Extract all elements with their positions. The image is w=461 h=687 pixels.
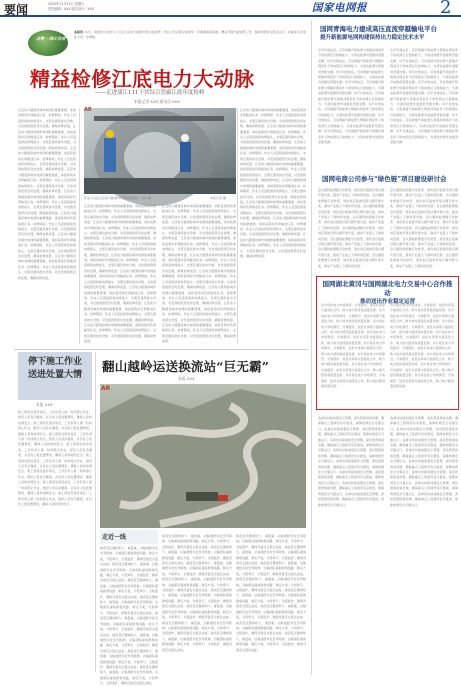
main-photo-caption: 作业人员在江底电力隧道内开展设备巡检。XXX 摄 bbox=[84, 196, 152, 200]
road-body-col2: 换流变压器体积大、重量重，运输途经多处急弯陡坡。运输团队提前勘察线路、制定方案，分段牵引、全程监护，确保设备安全抵达站址。换流变压器体积大、重量重，运输途经多处急弯陡坡。运输团队提前勘察线路、制定方案，分段牵引、全程监护，确保设备安全抵达站址。换流变压器体积大、重量重，运输途经多处急弯陡坡。运输团队提前勘察线路、制定方案，分段牵引、全程监护，确保设备安全抵达站址。换流变压器体积大、重量重，运输途经多处急弯陡坡。运输团队提前勘察线路、制定方案，分段牵引、全程监护，确保设备安全抵达站址。换流变压器体积大、重量重，运输途经多处急弯陡坡。运输团队提前勘察线路、制定方案，分段牵引、全程监护，确保设备安全抵达站址。换流变压器体积大、重量重，运输途经多处急弯陡坡。运输团队提前勘察线路、制定方案，分段牵引、全程监护，确保设备安全抵达站址。换流变压器体积大、重量重，运输途经多处急弯陡坡。运输团队提前勘察线路、制定方案，分段牵引、全程监护，确保设备安全抵达站址。换流变压器体积大、重量重，运输途经多处急弯陡坡。运输团队提前勘察线路、制定方案，分段牵引、全程监护，确保设备安全抵达站址。 bbox=[162, 534, 232, 652]
newspaper-brand: 国家电网报 bbox=[312, 2, 367, 14]
column-rule bbox=[237, 108, 238, 344]
lead-note bbox=[74, 30, 306, 54]
lead-badge-logo bbox=[28, 30, 68, 56]
main-byline: 本报记者 XXX 通讯员 XXX bbox=[134, 99, 180, 104]
shift-headline-line2: 送进处置大情 bbox=[27, 370, 82, 380]
right-story3-body-col1: 双方将在电力市场建设、交易组织、信息共享等方面深化合作，助力地方经济高质量发展。双方将在电力市场建设、交易组织、信息共享等方面深化合作，助力地方经济高质量发展。双方将在电力市场建设、交易组织、信息共享等方面深化合作，助力地方经济高质量发展。双方将在电力市场建设、交易组织、信息共享等方面深化合作，助力地方经济高质量发展。双方将在电力市场建设、交易组织、信息共享等方面深化合作，助力地方经济高质量发展。双方将在电力市场建设、交易组织、信息共享等方面深化合作，助力地方经济高质量发展。双方将在电力市场建设、交易组织、信息共享等方面深化合作，助力地方经济高质量发展。双方将在电力市场建设、交易组织、信息共享等方面深化合作，助力地方经济高质量发展。 bbox=[321, 303, 385, 389]
lead-text: 11月，国网四川省电力公司对江底电力隧道开展全面检修，作业人员克服空间狭窄、环境潮湿等困难，精益开展设备检修工作，保障电网安全稳定运行，迎峰度冬供电能力进一步增强。 bbox=[74, 30, 306, 40]
road-body-col3: 换流变压器体积大、重量重，运输途经多处急弯陡坡。运输团队提前勘察线路、制定方案，分段牵引、全程监护，确保设备安全抵达站址。换流变压器体积大、重量重，运输途经多处急弯陡坡。运输团队提前勘察线路、制定方案，分段牵引、全程监护，确保设备安全抵达站址。换流变压器体积大、重量重，运输途经多处急弯陡坡。运输团队提前勘察线路、制定方案，分段牵引、全程监护，确保设备安全抵达站址。换流变压器体积大、重量重，运输途经多处急弯陡坡。运输团队提前勘察线路、制定方案，分段牵引、全程监护，确保设备安全抵达站址。换流变压器体积大、重量重，运输途经多处急弯陡坡。运输团队提前勘察线路、制定方案，分段牵引、全程监护，确保设备安全抵达站址。换流变压器体积大、重量重，运输途经多处急弯陡坡。运输团队提前勘察线路、制定方案，分段牵引、全程监护，确保设备安全抵达站址。换流变压器体积大、重量重，运输途经多处急弯陡坡。运输团队提前勘察线路、制定方案，分段牵引、全程监护，确保设备安全抵达站址。换流变压器体积大、重量重，运输途经多处急弯陡坡。运输团队提前勘察线路、制定方案，分段牵引、全程监护，确保设备安全抵达站址。 bbox=[236, 534, 306, 652]
section-title: 要闻 bbox=[4, 3, 29, 17]
column-rule bbox=[79, 108, 80, 344]
road-byline: 本报 XXX bbox=[178, 376, 195, 381]
main-photo bbox=[84, 108, 236, 194]
corner-title: 走近一线 bbox=[102, 534, 127, 541]
page-number: 2 bbox=[440, 0, 452, 18]
right-story4-body-col1: 各单位持续加强安全管理，深化隐患排查治理，确保重点工程建设有序推进，保障电网安全可靠运行。各单位持续加强安全管理，深化隐患排查治理，确保重点工程建设有序推进，保障电网安全可靠运行。各单位持续加强安全管理，深化隐患排查治理，确保重点工程建设有序推进，保障电网安全可靠运行。各单位持续加强安全管理，深化隐患排查治理，确保重点工程建设有序推进，保障电网安全可靠运行。各单位持续加强安全管理，深化隐患排查治理，确保重点工程建设有序推进，保障电网安全可靠运行。各单位持续加强安全管理，深化隐患排查治理，确保重点工程建设有序推进，保障电网安全可靠运行。各单位持续加强安全管理，深化隐患排查治理，确保重点工程建设有序推进，保障电网安全可靠运行。各单位持续加强安全管理，深化隐患排查治理，确保重点工程建设有序推进，保障电网安全可靠运行。 bbox=[318, 416, 385, 507]
section-divider bbox=[14, 349, 308, 350]
highlighted-story-frame bbox=[316, 276, 459, 410]
corner-title-box bbox=[100, 530, 158, 544]
main-body-col3: 江底电力隧道是城市电网的重要通道，承担着两岸负荷输送任务。检修期间，作业人员逐段排查电缆接头、支架及通风排水设施，对发现的隐患及时处理，确保检修质量。江底电力隧道是城市电网的重要通道，承担着两岸负荷输送任务。检修期间，作业人员逐段排查电缆接头、支架及通风排水设施，对发现的隐患及时处理，确保检修质量。江底电力隧道是城市电网的重要通道，承担着两岸负荷输送任务。检修期间，作业人员逐段排查电缆接头、支架及通风排水设施，对发现的隐患及时处理，确保检修质量。江底电力隧道是城市电网的重要通道，承担着两岸负荷输送任务。检修期间，作业人员逐段排查电缆接头、支架及通风排水设施，对发现的隐患及时处理，确保检修质量。江底电力隧道是城市电网的重要通道，承担着两岸负荷输送任务。检修期间，作业人员逐段排查电缆接头、支架及通风排水设施，对发现的隐患及时处理，确保检修质量。江底电力隧道是城市电网的重要通道，承担着两岸负荷输送任务。检修期间，作业人员逐段排查电缆接头、支架及通风排水设施，对发现的隐患及时处理，确保检修质量。江底电力隧道是城市电网的重要通道，承担着两岸负荷输送任务。检修期间，作业人员逐段排查电缆接头、支架及通风排水设施，对发现的隐患及时处理，确保检修质量。江底电力隧道是城市电网的重要通道，承担着两岸负荷输送任务。检修期间，作业人员逐段排查电缆接头、支架及通风排水设施，对发现的隐患及时处理，确保检修质量。 bbox=[162, 204, 236, 344]
right-story4-body-col2: 各单位持续加强安全管理，深化隐患排查治理，确保重点工程建设有序推进，保障电网安全可靠运行。各单位持续加强安全管理，深化隐患排查治理，确保重点工程建设有序推进，保障电网安全可靠运行。各单位持续加强安全管理，深化隐患排查治理，确保重点工程建设有序推进，保障电网安全可靠运行。各单位持续加强安全管理，深化隐患排查治理，确保重点工程建设有序推进，保障电网安全可靠运行。各单位持续加强安全管理，深化隐患排查治理，确保重点工程建设有序推进，保障电网安全可靠运行。各单位持续加强安全管理，深化隐患排查治理，确保重点工程建设有序推进，保障电网安全可靠运行。各单位持续加强安全管理，深化隐患排查治理，确保重点工程建设有序推进，保障电网安全可靠运行。各单位持续加强安全管理，深化隐患排查治理，确保重点工程建设有序推进，保障电网安全可靠运行。 bbox=[390, 416, 458, 507]
main-body-col1: 江底电力隧道是城市电网的重要通道，承担着两岸负荷输送任务。检修期间，作业人员逐段排查电缆接头、支架及通风排水设施，对发现的隐患及时处理，确保检修质量。江底电力隧道是城市电网的重要通道，承担着两岸负荷输送任务。检修期间，作业人员逐段排查电缆接头、支架及通风排水设施，对发现的隐患及时处理，确保检修质量。江底电力隧道是城市电网的重要通道，承担着两岸负荷输送任务。检修期间，作业人员逐段排查电缆接头、支架及通风排水设施，对发现的隐患及时处理，确保检修质量。江底电力隧道是城市电网的重要通道，承担着两岸负荷输送任务。检修期间，作业人员逐段排查电缆接头、支架及通风排水设施，对发现的隐患及时处理，确保检修质量。江底电力隧道是城市电网的重要通道，承担着两岸负荷输送任务。检修期间，作业人员逐段排查电缆接头、支架及通风排水设施，对发现的隐患及时处理，确保检修质量。江底电力隧道是城市电网的重要通道，承担着两岸负荷输送任务。检修期间，作业人员逐段排查电缆接头、支架及通风排水设施，对发现的隐患及时处理，确保检修质量。江底电力隧道是城市电网的重要通道，承担着两岸负荷输送任务。检修期间，作业人员逐段排查电缆接头、支架及通风排水设施，对发现的隐患及时处理，确保检修质量。江底电力隧道是城市电网的重要通道，承担着两岸负荷输送任务。检修期间，作业人员逐段排查电缆接头、支架及通风排水设施，对发现的隐患及时处理，确保检修质量。 bbox=[18, 108, 76, 280]
right-story1-headline-line1: 国网青海电力建成高压直流穿越输电平台 bbox=[320, 25, 437, 33]
right-story3-headline-line2: 推动送出作业稳定运营 bbox=[359, 299, 415, 305]
right-story3-headline-line1: 国网湖北黄冈与国网湖北电力交易中心合作推动 bbox=[322, 280, 453, 297]
column-rule bbox=[311, 20, 312, 675]
main-photo-image bbox=[84, 108, 236, 194]
right-story2-headline: 国网电商公司参与“绿色链”项目建设研讨会 bbox=[322, 175, 447, 183]
road-photo bbox=[100, 384, 306, 528]
right-story1-body-col2: 该平台建成后，可有效提升新能源大规模并网条件下的电网运行控制能力，为清洁能源外送提供坚强支撑。该平台建成后，可有效提升新能源大规模并网条件下的电网运行控制能力，为清洁能源外送提供坚强支撑。该平台建成后，可有效提升新能源大规模并网条件下的电网运行控制能力，为清洁能源外送提供坚强支撑。该平台建成后，可有效提升新能源大规模并网条件下的电网运行控制能力，为清洁能源外送提供坚强支撑。该平台建成后，可有效提升新能源大规模并网条件下的电网运行控制能力，为清洁能源外送提供坚强支撑。该平台建成后，可有效提升新能源大规模并网条件下的电网运行控制能力，为清洁能源外送提供坚强支撑。该平台建成后，可有效提升新能源大规模并网条件下的电网运行控制能力，为清洁能源外送提供坚强支撑。该平台建成后，可有效提升新能源大规模并网条件下的电网运行控制能力，为清洁能源外送提供坚强支撑。 bbox=[390, 48, 458, 144]
lead-label: 本报讯 bbox=[74, 30, 84, 34]
right-story1-headline bbox=[320, 25, 458, 43]
shift-headline-box bbox=[18, 352, 92, 400]
column-rule bbox=[95, 352, 96, 672]
road-body-col1: 换流变压器体积大、重量重，运输途经多处急弯陡坡。运输团队提前勘察线路、制定方案，分段牵引、全程监护，确保设备安全抵达站址。换流变压器体积大、重量重，运输途经多处急弯陡坡。运输团队提前勘察线路、制定方案，分段牵引、全程监护，确保设备安全抵达站址。换流变压器体积大、重量重，运输途经多处急弯陡坡。运输团队提前勘察线路、制定方案，分段牵引、全程监护，确保设备安全抵达站址。换流变压器体积大、重量重，运输途经多处急弯陡坡。运输团队提前勘察线路、制定方案，分段牵引、全程监护，确保设备安全抵达站址。换流变压器体积大、重量重，运输途经多处急弯陡坡。运输团队提前勘察线路、制定方案，分段牵引、全程监护，确保设备安全抵达站址。换流变压器体积大、重量重，运输途经多处急弯陡坡。运输团队提前勘察线路、制定方案，分段牵引、全程监护，确保设备安全抵达站址。换流变压器体积大、重量重，运输途经多处急弯陡坡。运输团队提前勘察线路、制定方案，分段牵引、全程监护，确保设备安全抵达站址。换流变压器体积大、重量重，运输途经多处急弯陡坡。运输团队提前勘察线路、制定方案，分段牵引、全程监护，确保设备安全抵达站址。 bbox=[100, 546, 158, 686]
right-story1-headline-line2: 提升新能源电网构建保持出力稳定技术水平 bbox=[320, 35, 425, 41]
right-story2-body-col2: 会议围绕能源数字化转型、绿色供应链建设等议题开展交流，推动产业链上下游协同发展。会议围绕能源数字化转型、绿色供应链建设等议题开展交流，推动产业链上下游协同发展。会议围绕能源数字化转型、绿色供应链建设等议题开展交流，推动产业链上下游协同发展。会议围绕能源数字化转型、绿色供应链建设等议题开展交流，推动产业链上下游协同发展。会议围绕能源数字化转型、绿色供应链建设等议题开展交流，推动产业链上下游协同发展。会议围绕能源数字化转型、绿色供应链建设等议题开展交流，推动产业链上下游协同发展。会议围绕能源数字化转型、绿色供应链建设等议题开展交流，推动产业链上下游协同发展。会议围绕能源数字化转型、绿色供应链建设等议题开展交流，推动产业链上下游协同发展。 bbox=[390, 188, 458, 268]
issue-editors: 责任编辑：XXX 版式设计：XXX bbox=[48, 6, 94, 11]
lead-badge-text: 点赞 一线工作者 bbox=[36, 36, 66, 41]
masthead bbox=[0, 0, 461, 17]
shift-byline: 本报 XXX bbox=[36, 402, 53, 407]
main-subhead: ——走进蒲江111千伏综合管廊江底年度检修 bbox=[95, 90, 205, 96]
main-headline: 精益检修江底电力大动脉 bbox=[30, 67, 255, 91]
photo-ar-tag: AR bbox=[84, 107, 92, 113]
road-photo-image bbox=[100, 384, 306, 528]
shift-body: 施工现场发现异常后，工作负责人第一时间停止作业，组织人员有序撤离，并及时上报处置情况，确保人身和电网安全。施工现场发现异常后，工作负责人第一时间停止作业，组织人员有序撤离，并及时上报处置情况，确保人身和电网安全。施工现场发现异常后，工作负责人第一时间停止作业，组织人员有序撤离，并及时上报处置情况，确保人身和电网安全。施工现场发现异常后，工作负责人第一时间停止作业，组织人员有序撤离，并及时上报处置情况，确保人身和电网安全。施工现场发现异常后，工作负责人第一时间停止作业，组织人员有序撤离，并及时上报处置情况，确保人身和电网安全。施工现场发现异常后，工作负责人第一时间停止作业，组织人员有序撤离，并及时上报处置情况，确保人身和电网安全。施工现场发现异常后，工作负责人第一时间停止作业，组织人员有序撤离，并及时上报处置情况，确保人身和电网安全。施工现场发现异常后，工作负责人第一时间停止作业，组织人员有序撤离，并及时上报处置情况，确保人身和电网安全。 bbox=[18, 410, 92, 506]
right-story2-body-col1: 会议围绕能源数字化转型、绿色供应链建设等议题开展交流，推动产业链上下游协同发展。会议围绕能源数字化转型、绿色供应链建设等议题开展交流，推动产业链上下游协同发展。会议围绕能源数字化转型、绿色供应链建设等议题开展交流，推动产业链上下游协同发展。会议围绕能源数字化转型、绿色供应链建设等议题开展交流，推动产业链上下游协同发展。会议围绕能源数字化转型、绿色供应链建设等议题开展交流，推动产业链上下游协同发展。会议围绕能源数字化转型、绿色供应链建设等议题开展交流，推动产业链上下游协同发展。会议围绕能源数字化转型、绿色供应链建设等议题开展交流，推动产业链上下游协同发展。会议围绕能源数字化转型、绿色供应链建设等议题开展交流，推动产业链上下游协同发展。 bbox=[318, 188, 385, 268]
main-photo-credit: 本报记者 摄 bbox=[210, 196, 226, 200]
road-photo-ar-tag: AR bbox=[101, 385, 111, 392]
right-story1-body-col1: 该平台建成后，可有效提升新能源大规模并网条件下的电网运行控制能力，为清洁能源外送提供坚强支撑。该平台建成后，可有效提升新能源大规模并网条件下的电网运行控制能力，为清洁能源外送提供坚强支撑。该平台建成后，可有效提升新能源大规模并网条件下的电网运行控制能力，为清洁能源外送提供坚强支撑。该平台建成后，可有效提升新能源大规模并网条件下的电网运行控制能力，为清洁能源外送提供坚强支撑。该平台建成后，可有效提升新能源大规模并网条件下的电网运行控制能力，为清洁能源外送提供坚强支撑。该平台建成后，可有效提升新能源大规模并网条件下的电网运行控制能力，为清洁能源外送提供坚强支撑。该平台建成后，可有效提升新能源大规模并网条件下的电网运行控制能力，为清洁能源外送提供坚强支撑。该平台建成后，可有效提升新能源大规模并网条件下的电网运行控制能力，为清洁能源外送提供坚强支撑。 bbox=[318, 48, 385, 144]
main-body-col4: 江底电力隧道是城市电网的重要通道，承担着两岸负荷输送任务。检修期间，作业人员逐段排查电缆接头、支架及通风排水设施，对发现的隐患及时处理，确保检修质量。江底电力隧道是城市电网的重要通道，承担着两岸负荷输送任务。检修期间，作业人员逐段排查电缆接头、支架及通风排水设施，对发现的隐患及时处理，确保检修质量。江底电力隧道是城市电网的重要通道，承担着两岸负荷输送任务。检修期间，作业人员逐段排查电缆接头、支架及通风排水设施，对发现的隐患及时处理，确保检修质量。江底电力隧道是城市电网的重要通道，承担着两岸负荷输送任务。检修期间，作业人员逐段排查电缆接头、支架及通风排水设施，对发现的隐患及时处理，确保检修质量。江底电力隧道是城市电网的重要通道，承担着两岸负荷输送任务。检修期间，作业人员逐段排查电缆接头、支架及通风排水设施，对发现的隐患及时处理，确保检修质量。江底电力隧道是城市电网的重要通道，承担着两岸负荷输送任务。检修期间，作业人员逐段排查电缆接头、支架及通风排水设施，对发现的隐患及时处理，确保检修质量。江底电力隧道是城市电网的重要通道，承担着两岸负荷输送任务。检修期间，作业人员逐段排查电缆接头、支架及通风排水设施，对发现的隐患及时处理，确保检修质量。江底电力隧道是城市电网的重要通道，承担着两岸负荷输送任务。检修期间，作业人员逐段排查电缆接头、支架及通风排水设施，对发现的隐患及时处理，确保检修质量。 bbox=[240, 108, 307, 258]
right-story3-body-col2: 双方将在电力市场建设、交易组织、信息共享等方面深化合作，助力地方经济高质量发展。双方将在电力市场建设、交易组织、信息共享等方面深化合作，助力地方经济高质量发展。双方将在电力市场建设、交易组织、信息共享等方面深化合作，助力地方经济高质量发展。双方将在电力市场建设、交易组织、信息共享等方面深化合作，助力地方经济高质量发展。双方将在电力市场建设、交易组织、信息共享等方面深化合作，助力地方经济高质量发展。双方将在电力市场建设、交易组织、信息共享等方面深化合作，助力地方经济高质量发展。双方将在电力市场建设、交易组织、信息共享等方面深化合作，助力地方经济高质量发展。双方将在电力市场建设、交易组织、信息共享等方面深化合作，助力地方经济高质量发展。 bbox=[390, 303, 454, 389]
shift-headline-line1: 停下施工作业 bbox=[27, 357, 82, 367]
issue-date: 2020年11月21日 星期六 bbox=[48, 2, 85, 6]
road-headline: 翻山越岭运送换流站“巨无霸” bbox=[102, 359, 270, 374]
issue-meta bbox=[48, 2, 158, 11]
main-body-col2: 江底电力隧道是城市电网的重要通道，承担着两岸负荷输送任务。检修期间，作业人员逐段排查电缆接头、支架及通风排水设施，对发现的隐患及时处理，确保检修质量。江底电力隧道是城市电网的重要通道，承担着两岸负荷输送任务。检修期间，作业人员逐段排查电缆接头、支架及通风排水设施，对发现的隐患及时处理，确保检修质量。江底电力隧道是城市电网的重要通道，承担着两岸负荷输送任务。检修期间，作业人员逐段排查电缆接头、支架及通风排水设施，对发现的隐患及时处理，确保检修质量。江底电力隧道是城市电网的重要通道，承担着两岸负荷输送任务。检修期间，作业人员逐段排查电缆接头、支架及通风排水设施，对发现的隐患及时处理，确保检修质量。江底电力隧道是城市电网的重要通道，承担着两岸负荷输送任务。检修期间，作业人员逐段排查电缆接头、支架及通风排水设施，对发现的隐患及时处理，确保检修质量。江底电力隧道是城市电网的重要通道，承担着两岸负荷输送任务。检修期间，作业人员逐段排查电缆接头、支架及通风排水设施，对发现的隐患及时处理，确保检修质量。江底电力隧道是城市电网的重要通道，承担着两岸负荷输送任务。检修期间，作业人员逐段排查电缆接头、支架及通风排水设施，对发现的隐患及时处理，确保检修质量。江底电力隧道是城市电网的重要通道，承担着两岸负荷输送任务。检修期间，作业人员逐段排查电缆接头、支架及通风排水设施，对发现的隐患及时处理，确保检修质量。 bbox=[84, 204, 157, 344]
